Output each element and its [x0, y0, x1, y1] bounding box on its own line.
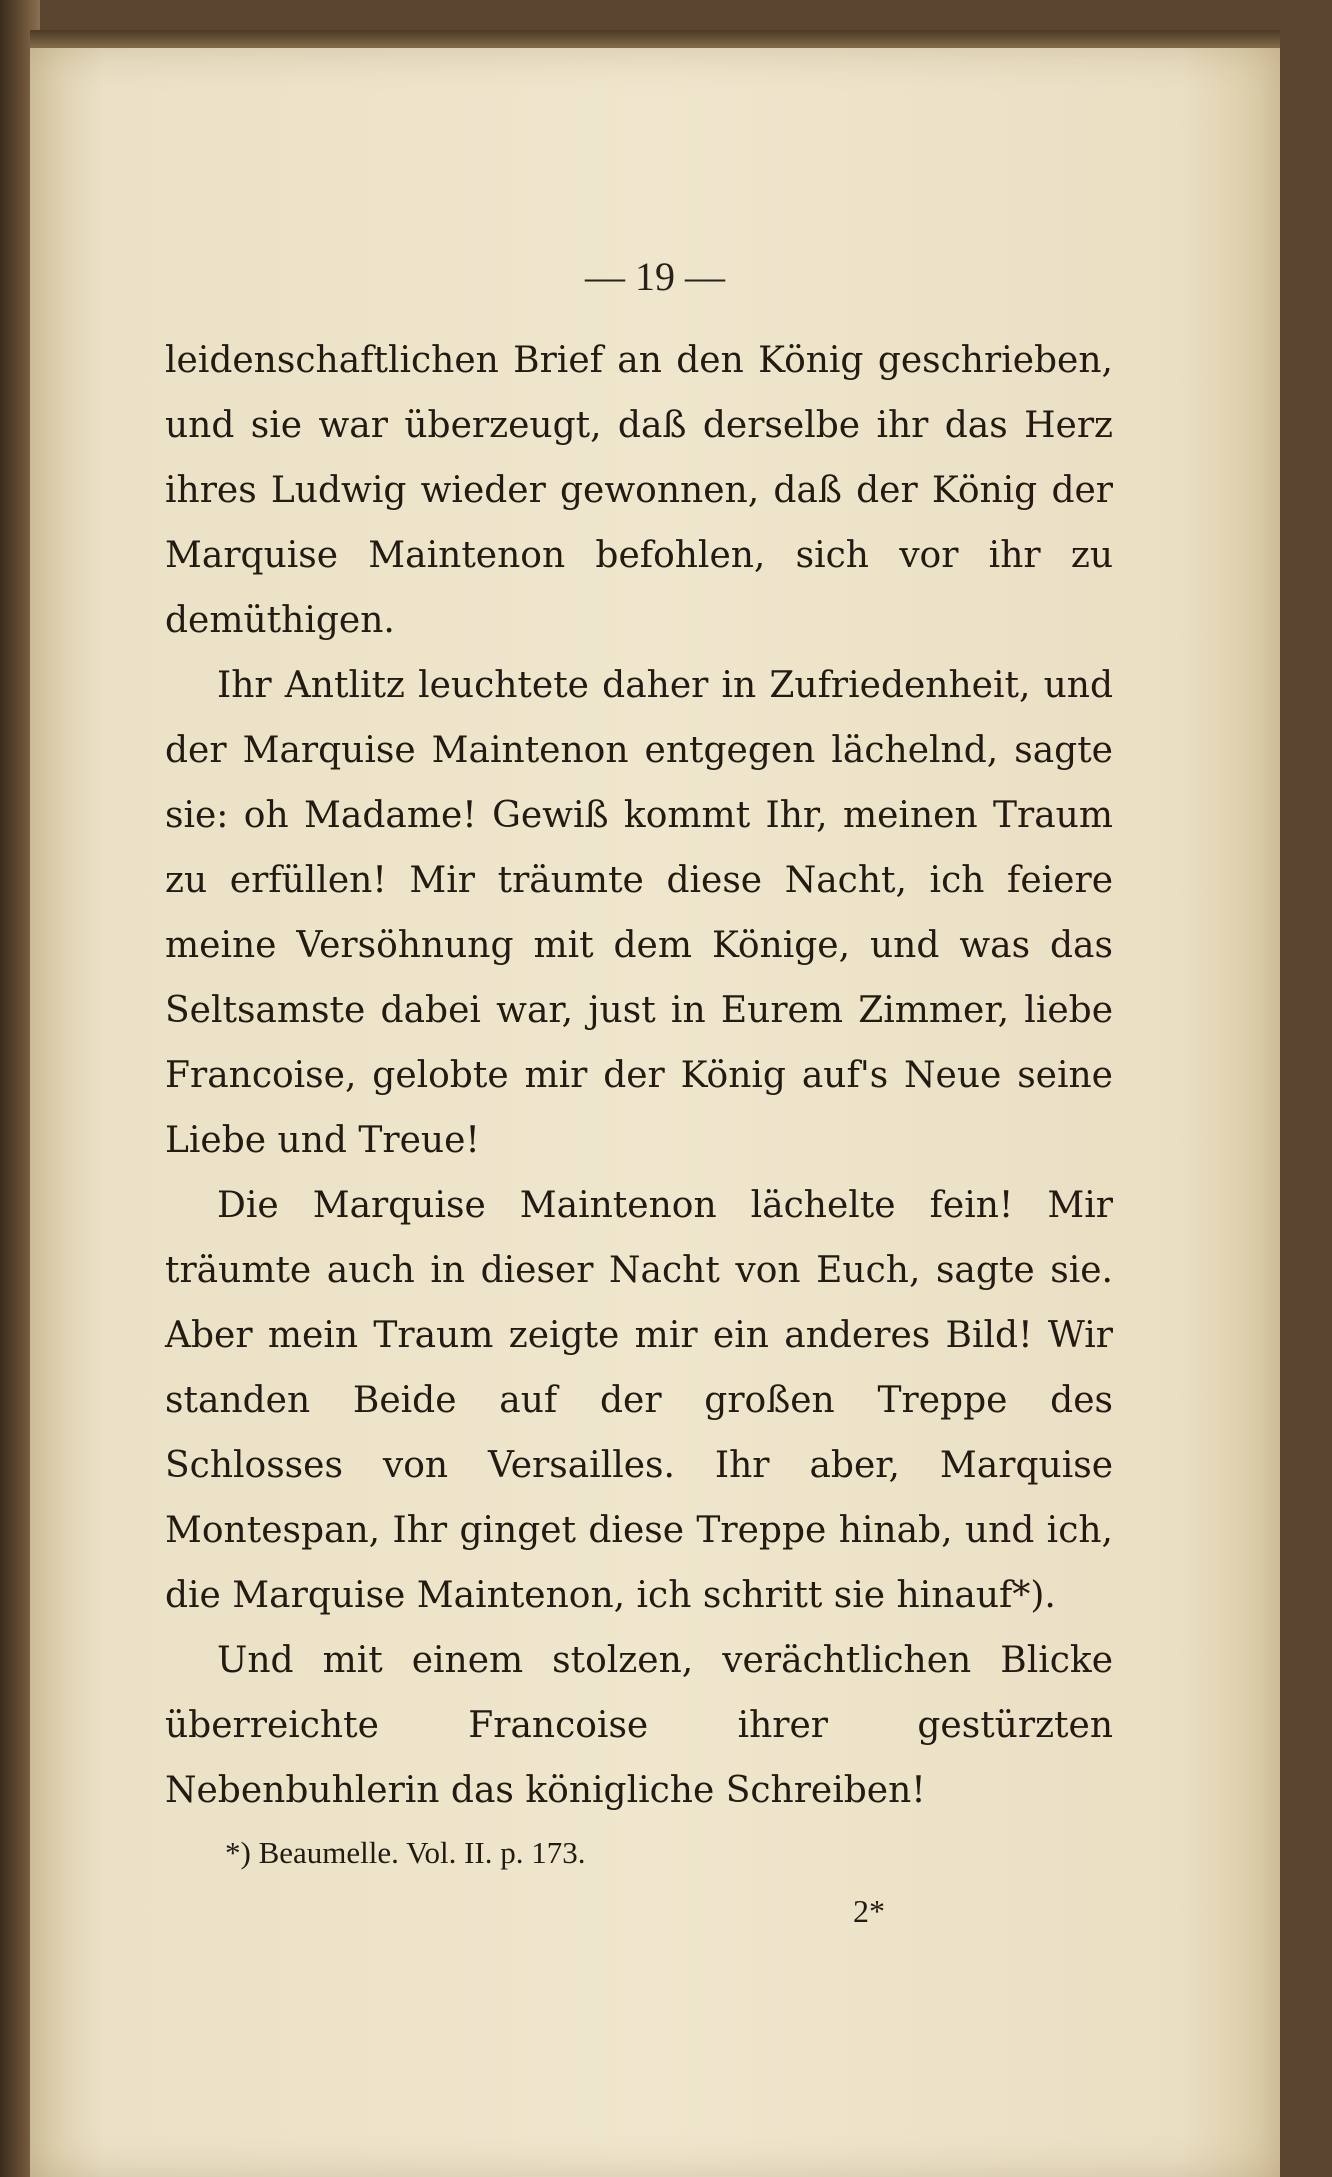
signature-mark: 2* — [853, 1893, 885, 1929]
paragraph-2: Ihr Antlitz leuchtete daher in Zufriedenheit, und der Marquise Maintenon entgegen lächelnd, sagte sie: oh Madame! Gewiß kommt Ihr, meinen Traum zu erfüllen! Mir träumte diese Nacht, ich feiere meine Versöhnung mit dem Könige, und was das Seltsamste dabei war, just in Eurem Zimmer, liebe Francoise, gelobte mir der König auf's Neue seine Liebe und Treue! — [165, 665, 1113, 1161]
paragraph-1: leidenschaftlichen Brief an den König geschrieben, und sie war überzeugt, daß derselbe ihr das Herz ihres Ludwig wieder gewonnen, daß der König der Marquise Maintenon befohlen, sich vor ihr zu demüthigen. — [165, 340, 1113, 641]
book-page — [30, 48, 1280, 2177]
paragraph-3: Die Marquise Maintenon lächelte fein! Mir träumte auch in dieser Nacht von Euch, sagte sie. Aber mein Traum zeigte mir ein anderes Bild! Wir standen Beide auf der großen Treppe des Schlosses von Versailles. Ihr aber, Marquise Montespan, Ihr ginget diese Treppe hinab, und ich, die Marquise Maintenon, ich schritt sie hinauf*). — [165, 1185, 1113, 1616]
body-text — [165, 328, 1113, 1823]
footnote: *) Beaumelle. Vol. II. p. 173. — [225, 1835, 586, 1870]
paragraph-4: Und mit einem stolzen, verächtlichen Blicke überreichte Francoise ihrer gestürzten Nebenbuhlerin das königliche Schreiben! — [165, 1640, 1113, 1811]
page-number: — 19 — — [585, 254, 725, 299]
